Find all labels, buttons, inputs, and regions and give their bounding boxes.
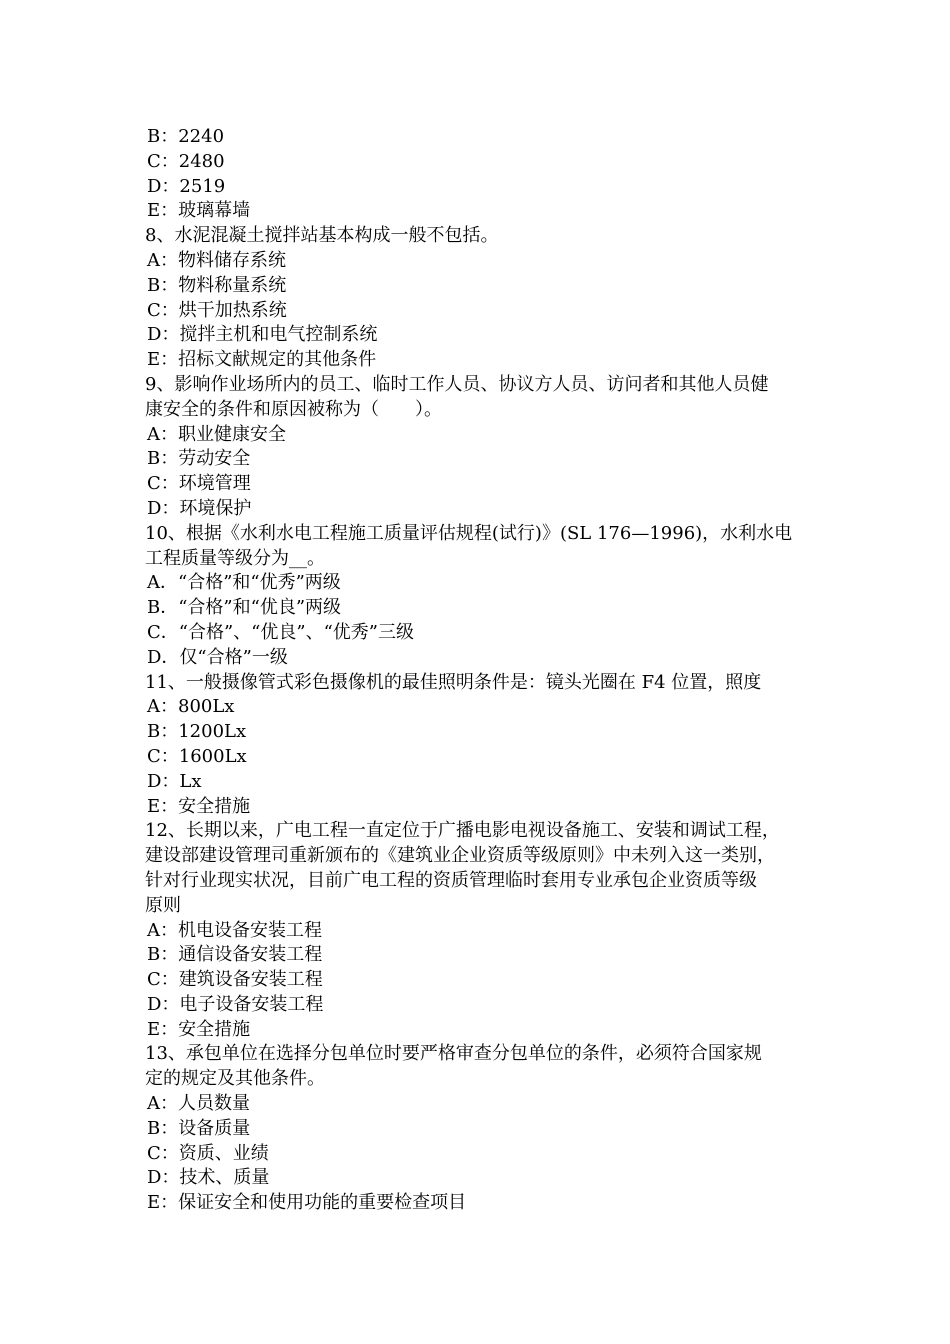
- option-line: D：2519: [147, 175, 226, 197]
- option-line: B：设备质量: [147, 1117, 251, 1139]
- option-line: B：1200Lx: [147, 721, 247, 743]
- question-line: 建设部建设管理司重新颁布的《建筑业企业资质等级原则》中未列入这一类别，: [145, 845, 775, 867]
- question-line: 康安全的条件和原因被称为（ ）。: [145, 398, 442, 420]
- option-line: C：资质、业绩: [147, 1142, 269, 1164]
- option-line: A：人员数量: [147, 1093, 250, 1115]
- question-line: 针对行业现实状况，目前广电工程的资质管理临时套用专业承包企业资质等级: [145, 869, 757, 891]
- question-line: 10、根据《水利水电工程施工质量评估规程(试行)》(SL 176—1996)，水利水电: [145, 522, 793, 544]
- option-line: E：安全措施: [147, 795, 251, 817]
- option-line: D：搅拌主机和电气控制系统: [147, 324, 378, 346]
- option-line: C：2480: [147, 150, 225, 172]
- question-line: 原则: [145, 894, 181, 916]
- option-line: D：电子设备安装工程: [147, 993, 324, 1015]
- option-line: A：800Lx: [147, 696, 235, 718]
- option-line: A：物料储存系统: [147, 249, 286, 271]
- option-line: C：烘干加热系统: [147, 299, 287, 321]
- option-line: C：环境管理: [147, 473, 251, 495]
- option-line: C．“合格”、“优良”、“优秀”三级: [147, 621, 414, 643]
- document-page: [145, 125, 825, 1216]
- option-line: E：招标文献规定的其他条件: [147, 349, 377, 371]
- option-line: A：机电设备安装工程: [147, 919, 322, 941]
- option-line: B：通信设备安装工程: [147, 944, 323, 966]
- option-line: E：玻璃幕墙: [147, 200, 251, 222]
- option-line: D：环境保护: [147, 497, 252, 519]
- option-line: C：1600Lx: [147, 745, 247, 767]
- option-line: C：建筑设备安装工程: [147, 969, 323, 991]
- option-line: D：Lx: [147, 770, 202, 792]
- option-line: B：劳动安全: [147, 448, 251, 470]
- question-line: 12、长期以来，广电工程一直定位于广播电影电视设备施工、安装和调试工程，: [145, 820, 780, 842]
- question-line: 9、影响作业场所内的员工、临时工作人员、协议方人员、访问者和其他人员健: [145, 373, 769, 395]
- option-line: B：2240: [147, 126, 225, 147]
- option-line: A：职业健康安全: [147, 423, 286, 445]
- option-line: D：技术、质量: [147, 1167, 270, 1189]
- question-line: 13、承包单位在选择分包单位时要严格审查分包单位的条件，必须符合国家规: [145, 1043, 762, 1065]
- option-line: B．“合格”和“优良”两级: [147, 597, 342, 619]
- question-line: 8、水泥混凝土搅拌站基本构成一般不包括。: [145, 225, 499, 247]
- option-line: A．“合格”和“优秀”两级: [147, 572, 341, 594]
- option-line: E：安全措施: [147, 1018, 251, 1040]
- option-line: D．仅“合格”一级: [147, 646, 288, 668]
- question-line: 11、一般摄像管式彩色摄像机的最佳照明条件是：镜头光圈在 F4 位置，照度: [145, 671, 762, 693]
- option-line: B：物料称量系统: [147, 274, 287, 296]
- question-line: 定的规定及其他条件。: [145, 1068, 325, 1090]
- question-line: 工程质量等级分为__。: [145, 547, 325, 569]
- option-line: E：保证安全和使用功能的重要检查项目: [147, 1192, 467, 1214]
